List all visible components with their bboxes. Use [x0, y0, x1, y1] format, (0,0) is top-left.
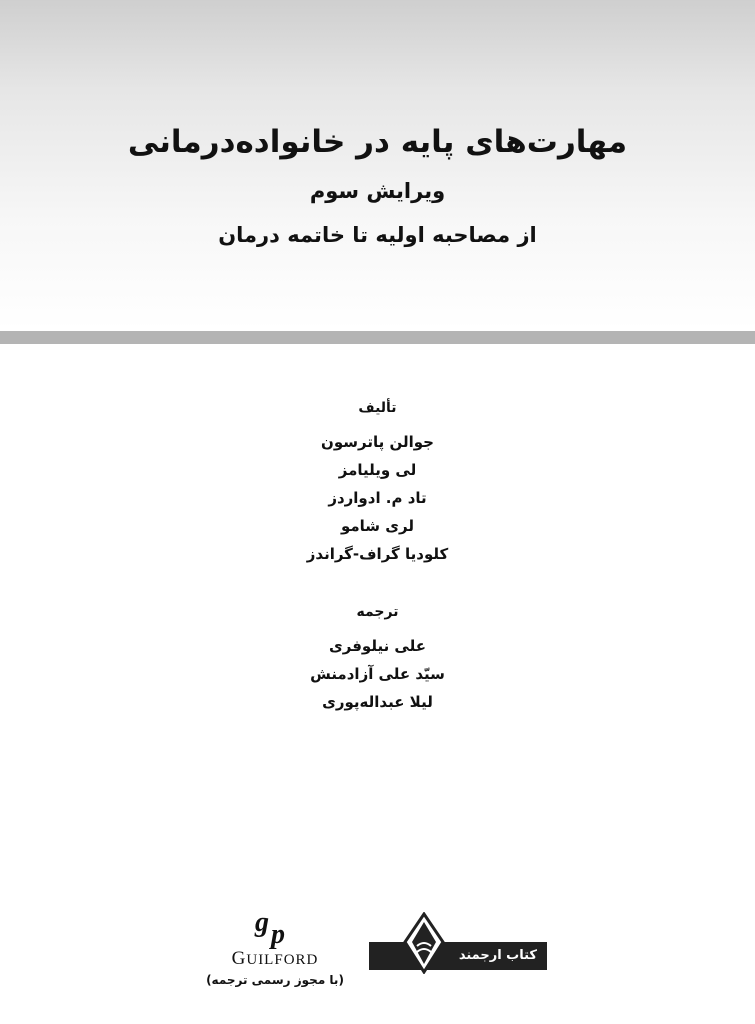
guilford-logo: [205, 905, 345, 988]
author-name: لری شامو: [340, 517, 414, 535]
title-block: [0, 120, 755, 250]
svg-text:g: g: [255, 907, 269, 938]
author-name: لی ویلیامز: [338, 461, 417, 479]
author-name: کلودیا گراف-گراندز: [306, 545, 449, 563]
guilford-name: GUILFORD: [231, 948, 319, 969]
arjmand-book-icon: [403, 912, 445, 974]
svg-text:p: p: [271, 919, 285, 949]
guilford-gp-icon: [251, 905, 299, 949]
divider-band: [0, 331, 755, 344]
translator-name: علی نیلوفری: [329, 637, 426, 655]
authors-section: [0, 400, 755, 568]
translator-name: لیلا عبداله‌پوری: [322, 693, 433, 711]
author-name: جوالن پاترسون: [321, 433, 434, 451]
translator-name: سیّد علی آزادمنش: [310, 665, 445, 683]
translators-section: [0, 604, 755, 716]
arjmand-logo: [369, 912, 547, 978]
license-note: (با مجوز رسمی ترجمه): [206, 973, 344, 987]
book-title: مهارت‌های پایه در خانواده‌درمانی: [127, 124, 628, 160]
author-name: تاد م. ادواردز: [328, 489, 427, 507]
translators-label: ترجمه: [356, 604, 399, 620]
edition-label: ویرایش سوم: [309, 179, 446, 203]
book-subtitle: از مصاحبه اولیه تا خاتمه درمان: [218, 223, 537, 247]
authors-label: تألیف: [358, 400, 397, 416]
arjmand-label: کتاب ارجمند: [458, 948, 537, 963]
